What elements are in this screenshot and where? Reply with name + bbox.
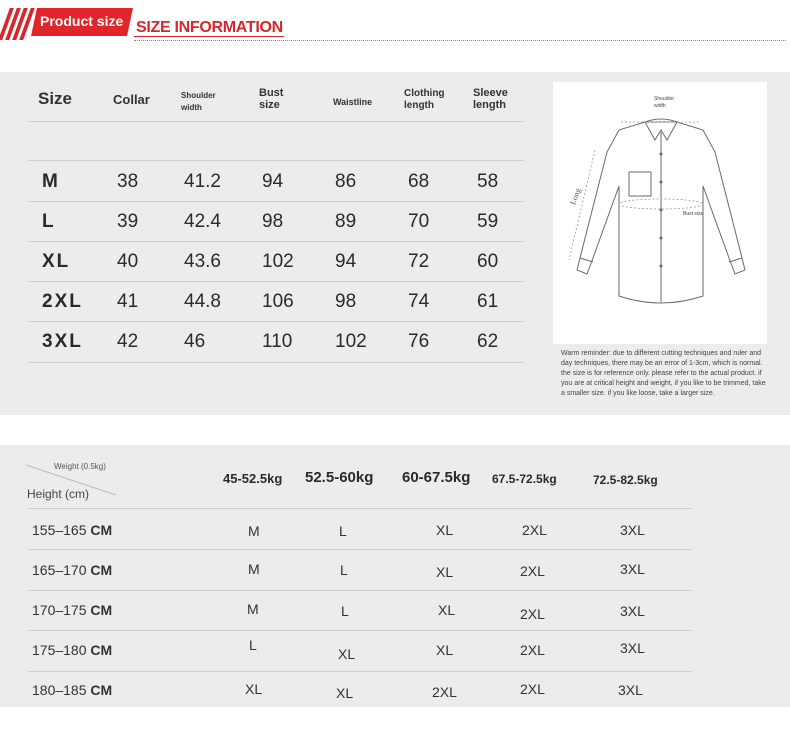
size-cell: M <box>42 171 60 192</box>
shirt-outline-icon <box>553 82 767 344</box>
col-header-size: Size <box>38 89 73 108</box>
recommend-size-cell: M <box>247 601 259 617</box>
waist-cell: 89 <box>335 211 357 232</box>
col-header-sleeve-line1: Sleeve <box>473 87 508 99</box>
col-header-sleeve-length <box>473 87 508 111</box>
recommend-size-cell: L <box>340 562 348 578</box>
illus-shoulder-label-line1: Shoulder <box>654 96 675 102</box>
height-range: 165–170 <box>32 562 87 578</box>
height-cell <box>32 682 112 698</box>
bust-cell: 106 <box>262 291 294 312</box>
waist-cell: 86 <box>335 171 357 192</box>
recommend-size-cell: XL <box>338 646 356 662</box>
height-unit: CM <box>90 522 113 538</box>
weight-header: 60-67.5kg <box>402 469 471 486</box>
collar-cell: 42 <box>117 331 139 352</box>
recommend-size-cell: M <box>248 561 260 577</box>
height-range: 170–175 <box>32 602 87 618</box>
recommend-size-cell: XL <box>436 522 454 538</box>
table-divider <box>28 201 524 202</box>
height-range: 155–165 <box>32 522 87 538</box>
table-divider <box>28 671 692 672</box>
length-cell: 72 <box>408 251 430 272</box>
bust-cell: 110 <box>262 331 293 352</box>
recommend-size-cell: M <box>248 523 260 539</box>
table-divider <box>28 590 692 591</box>
recommend-size-cell: XL <box>336 685 354 701</box>
shoulder-cell: 42.4 <box>184 211 221 232</box>
collar-cell: 39 <box>117 211 139 232</box>
height-range: 180–185 <box>32 682 87 698</box>
collar-cell: 41 <box>117 291 139 312</box>
shoulder-cell: 46 <box>184 331 206 352</box>
height-range: 175–180 <box>32 642 87 658</box>
recommend-size-cell: 2XL <box>520 606 545 622</box>
waist-cell: 94 <box>335 251 357 272</box>
height-cell <box>32 562 112 578</box>
collar-cell: 40 <box>117 251 139 272</box>
height-unit: CM <box>90 602 113 618</box>
sleeve-cell: 60 <box>477 251 499 272</box>
table-divider <box>28 160 524 161</box>
table-divider <box>28 362 524 363</box>
recommend-size-cell: 3XL <box>620 640 645 656</box>
weight-header: 45-52.5kg <box>223 471 283 486</box>
col-header-sleeve-line2: length <box>473 99 506 111</box>
page-header <box>0 0 790 44</box>
title-underline <box>134 36 284 37</box>
height-cell <box>32 642 112 658</box>
height-unit: CM <box>90 562 113 578</box>
col-header-bust <box>259 87 283 111</box>
collar-cell: 38 <box>117 171 139 192</box>
illus-long-label: Long <box>568 187 583 206</box>
length-cell: 70 <box>408 211 430 232</box>
size-cell: 3XL <box>42 331 83 352</box>
col-header-waistline: Waistline <box>333 97 373 107</box>
recommend-size-cell: 2XL <box>520 681 545 697</box>
col-header-shoulder-line1: Shoulder <box>181 91 216 100</box>
col-header-bust-line2: size <box>259 99 280 111</box>
recommend-size-cell: L <box>249 637 257 653</box>
table-divider <box>28 630 692 631</box>
bust-cell: 98 <box>262 211 284 232</box>
weight-header: 67.5-72.5kg <box>492 472 557 486</box>
size-chart-panel <box>0 72 790 415</box>
size-cell: XL <box>42 251 71 272</box>
bust-cell: 102 <box>262 251 294 272</box>
header-stripes-decoration <box>0 8 30 40</box>
recommend-size-cell: L <box>339 523 347 539</box>
illus-shoulder-label <box>654 96 674 110</box>
sleeve-cell: 58 <box>477 171 499 192</box>
height-axis-label: Height (cm) <box>27 487 90 501</box>
illus-shoulder-label-line2: width <box>654 103 666 109</box>
shoulder-cell: 41.2 <box>184 171 221 192</box>
shirt-measurement-illustration <box>553 82 767 344</box>
col-header-shoulder-line2: width <box>181 103 202 112</box>
recommend-size-cell: 2XL <box>522 522 547 538</box>
height-cell <box>32 522 112 538</box>
section-title: SIZE INFORMATION <box>136 19 283 36</box>
sleeve-cell: 61 <box>477 291 499 312</box>
recommend-size-cell: 2XL <box>520 563 545 579</box>
recommend-size-cell: L <box>341 603 349 619</box>
col-header-bust-line1: Bust <box>259 87 284 99</box>
col-header-clothing-line1: Clothing <box>404 88 445 99</box>
recommend-size-cell: XL <box>245 681 263 697</box>
recommend-size-cell: 2XL <box>432 684 457 700</box>
length-cell: 74 <box>408 291 430 312</box>
table-divider <box>28 281 524 282</box>
shoulder-cell: 44.8 <box>184 291 221 312</box>
bust-cell: 94 <box>262 171 284 192</box>
height-unit: CM <box>90 682 113 698</box>
header-tab-label: Product size <box>40 13 124 29</box>
weight-axis-label: Weight (0.5kg) <box>54 462 106 471</box>
illus-bust-label: Bust size <box>683 211 704 217</box>
recommend-size-cell: XL <box>436 564 454 580</box>
table-divider <box>28 321 524 322</box>
table-divider <box>28 121 524 122</box>
table-divider <box>28 508 692 509</box>
recommend-size-cell: 3XL <box>620 561 645 577</box>
length-cell: 68 <box>408 171 430 192</box>
size-recommendation-panel <box>0 445 790 707</box>
sleeve-cell: 62 <box>477 331 499 352</box>
col-header-clothing-line2: length <box>404 100 434 111</box>
col-header-collar: Collar <box>113 92 150 107</box>
length-cell: 76 <box>408 331 430 352</box>
recommend-size-cell: 3XL <box>620 522 645 538</box>
header-dotted-divider <box>134 40 786 41</box>
table-divider <box>28 241 524 242</box>
height-cell <box>32 602 112 618</box>
size-cell: L <box>42 211 56 232</box>
size-note: Warm reminder: due to different cutting techniques and ruler and day techniques, there may be an error of 1-3cm, which is normal. the size is for reference only. please refer to the actual product. if you are at critical height and weight, if you like to be trimmed, take a smaller size. if you like loose, take a larger size. <box>561 350 766 397</box>
waist-cell: 98 <box>335 291 357 312</box>
waist-cell: 102 <box>335 331 367 352</box>
weight-header: 72.5-82.5kg <box>593 473 658 487</box>
recommend-size-cell: 3XL <box>620 603 645 619</box>
col-header-shoulder <box>181 90 216 114</box>
recommend-size-cell: 2XL <box>520 642 545 658</box>
col-header-clothing-length <box>404 88 445 112</box>
shoulder-cell: 43.6 <box>184 251 221 272</box>
table-divider <box>28 549 692 550</box>
sleeve-cell: 59 <box>477 211 499 232</box>
height-unit: CM <box>90 642 113 658</box>
recommend-size-cell: 3XL <box>618 682 643 698</box>
recommend-size-cell: XL <box>438 602 456 618</box>
size-cell: 2XL <box>42 291 83 312</box>
weight-header: 52.5-60kg <box>305 469 374 486</box>
recommend-size-cell: XL <box>436 642 454 658</box>
